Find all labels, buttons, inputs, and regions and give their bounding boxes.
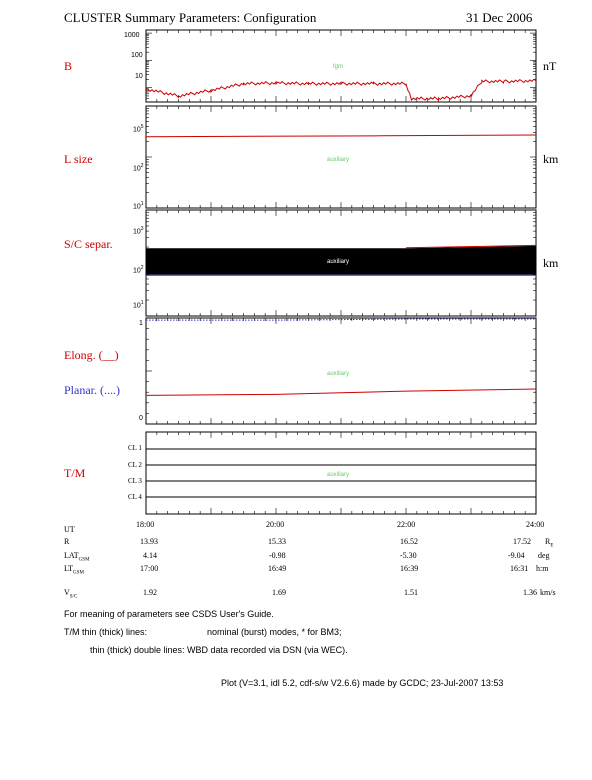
scsep-ytick-label: $10^1$ (133, 300, 144, 310)
planar-panel-label: Planar. (....) (64, 383, 120, 397)
tm-row-label: CL 4 (128, 493, 142, 501)
time-axis-label: 24:00 (526, 520, 545, 529)
plot-date: 31 Dec 2006 (466, 10, 533, 25)
tm-panel-frame (146, 432, 536, 514)
vsc-label: $V_{S/C}$ (64, 588, 78, 600)
lat-label: $LAT_{GSM}$ (64, 551, 90, 563)
vsc-value: 1.51 (404, 588, 418, 597)
footer-credit: Plot (V=3.1, idl 5.2, cdf-s/w V2.6.6) made by GCDC; 23-Jul-2007 13:53 (221, 678, 504, 688)
elong-panel-frame (146, 318, 536, 424)
vsc-unit: km/s (540, 588, 556, 597)
elong-series-line (146, 389, 536, 395)
elong-ytick-label: 1 (139, 320, 143, 327)
footer-tm-legend: T/M thin (thick) lines: (64, 627, 148, 637)
footer-double-lines-note: thin (thick) double lines: WBD data recorded via DSN (via WEC). (90, 645, 348, 655)
lsize-unit: km (543, 152, 559, 166)
lsize-ytick-label: $10^1$ (133, 201, 144, 211)
r-label: R (64, 537, 70, 546)
lt-unit: h:m (536, 564, 549, 573)
r-value: 16.52 (400, 537, 418, 546)
tm-row-label: CL 3 (128, 477, 142, 485)
lsize-ytick-label: $10^5$ (133, 124, 144, 134)
lsize-series-line (146, 135, 536, 137)
vsc-value: 1.69 (272, 588, 286, 597)
lat-value: -5.30 (400, 551, 417, 560)
b-panel-frame (146, 30, 536, 102)
b-source-label: fgm (333, 64, 344, 70)
elong-panel-label: Elong. (__) (64, 348, 119, 362)
tm-source-label: auxiliary (327, 472, 350, 478)
lt-value: 16:31 (510, 564, 529, 573)
lat-value: 4.14 (143, 551, 157, 560)
r-unit: $R_E$ (545, 537, 554, 549)
lt-value: 16:39 (400, 564, 419, 573)
lt-value: 16:49 (268, 564, 287, 573)
r-value: 17.52 (513, 537, 531, 546)
lat-value: -0.98 (269, 551, 286, 560)
elong-ytick-label: 0 (139, 415, 143, 422)
time-axis-label: 20:00 (266, 520, 285, 529)
time-axis-label: 18:00 (136, 520, 155, 529)
b-ytick-label: 100 (131, 52, 143, 59)
lsize-panel-frame (146, 106, 536, 208)
lat-unit: deg (538, 551, 550, 560)
tm-row-label: CL 1 (128, 444, 142, 452)
b-ytick-label: 10 (135, 73, 143, 80)
scsep-ytick-label: $10^3$ (133, 226, 144, 236)
scsep-unit: km (543, 256, 559, 270)
page-title: CLUSTER Summary Parameters: Configuration (64, 10, 317, 25)
scsep-ytick-label: $10^2$ (133, 265, 144, 275)
tm-panel-label: T/M (64, 466, 86, 480)
lsize-panel-label: L size (64, 152, 93, 166)
scsep-source-label: auxiliary (327, 259, 350, 265)
lt-label: $LT_{GSM}$ (64, 564, 84, 576)
r-value: 15.33 (268, 537, 286, 546)
b-unit: nT (543, 59, 557, 73)
b-ytick-label: 1000 (124, 32, 140, 39)
b-panel-label: B (64, 59, 73, 73)
scsep-panel-label: S/C separ. (64, 237, 113, 251)
lt-value: 17:00 (140, 564, 159, 573)
ut-label: UT (64, 525, 75, 534)
vsc-value: 1.36 (523, 588, 537, 597)
vsc-value: 1.92 (143, 588, 157, 597)
r-value: 13.93 (140, 537, 158, 546)
time-axis-label: 22:00 (397, 520, 416, 529)
footer-note: For meaning of parameters see CSDS User's Guide. (64, 609, 274, 619)
tm-row-label: CL 2 (128, 461, 142, 469)
lsize-ytick-label: $10^2$ (133, 163, 144, 173)
elong-source-label: auxiliary (327, 371, 350, 377)
lat-value: -9.04 (508, 551, 525, 560)
lsize-source-label: auxiliary (327, 157, 350, 163)
footer-tm-legend-modes: nominal (burst) modes, * for BM3; (207, 627, 342, 637)
